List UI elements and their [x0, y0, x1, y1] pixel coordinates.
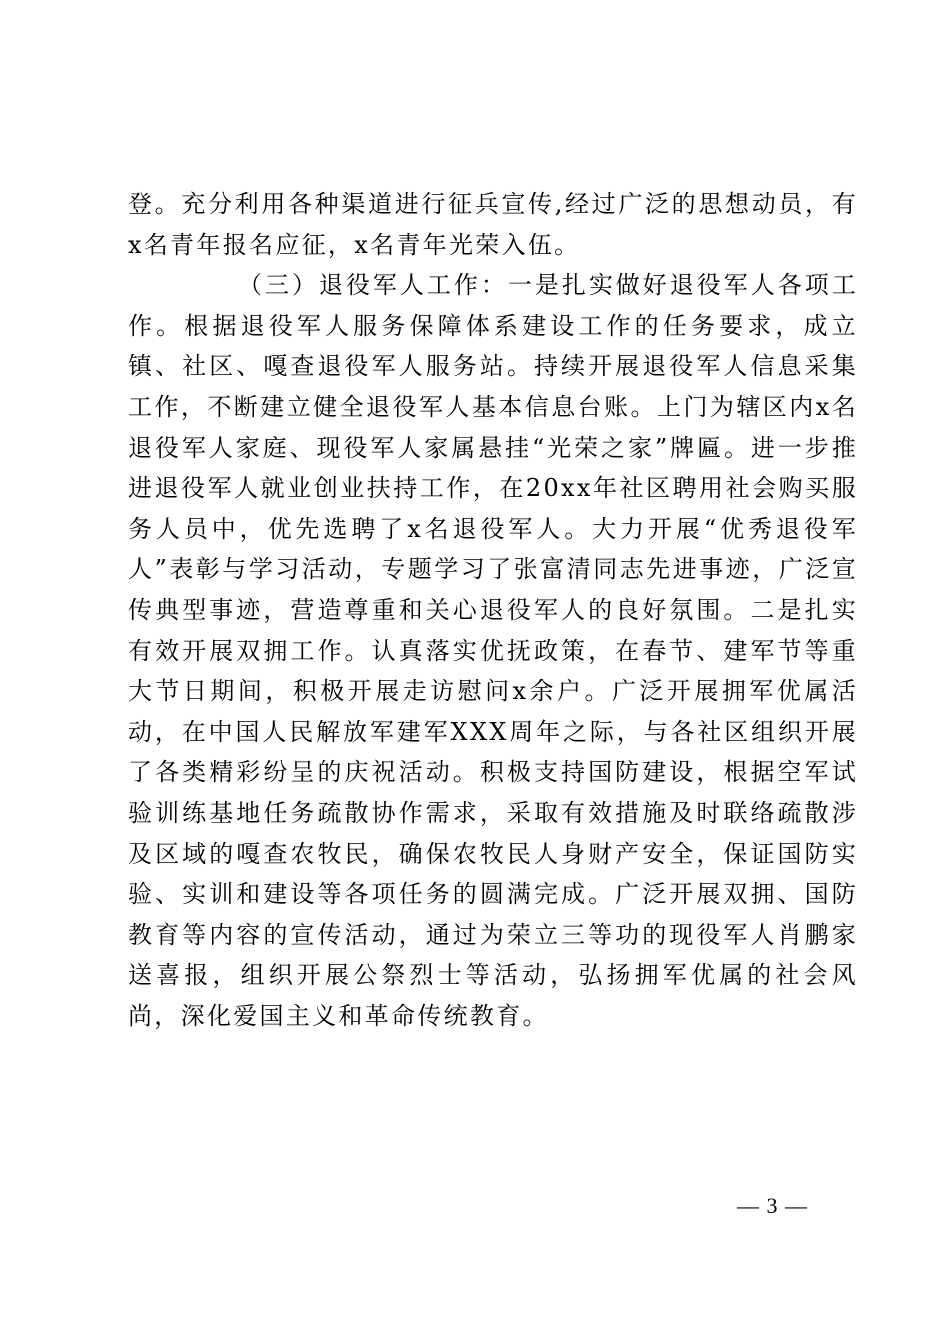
- document-body: [128, 184, 858, 1036]
- paragraph-veterans-work: （三）退役军人工作：一是扎实做好退役军人各项工作。根据退役军人服务保障体系建设工作的任务要求，成立镇、社区、嘎查退役军人服务站。持续开展退役军人信息采集工作，不断建立健全退役军人基本信息台账。上门为辖区内x名退役军人家庭、现役军人家属悬挂“光荣之家”牌匾。进一步推进退役军人就业创业扶持工作，在20xx年社区聘用社会购买服务人员中，优先选聘了x名退役军人。大力开展“优秀退役军人”表彰与学习活动，专题学习了张富清同志先进事迹，广泛宣传典型事迹，营造尊重和关心退役军人的良好氛围。二是扎实有效开展双拥工作。认真落实优抚政策，在春节、建军节等重大节日期间，积极开展走访慰问x余户。广泛开展拥军优属活动，在中国人民解放军建军XXX周年之际，与各社区组织开展了各类精彩纷呈的庆祝活动。积极支持国防建设，根据空军试验训练基地任务疏散协作需求，采取有效措施及时联络疏散涉及区域的嘎查农牧民，确保农牧民人身财产安全，保证国防实验、实训和建设等各项任务的圆满完成。广泛开展双拥、国防教育等内容的宣传活动，通过为荣立三等功的现役军人肖鹏家送喜报，组织开展公祭烈士等活动，弘扬拥军优属的社会风尚，深化爱国主义和革命传统教育。: [128, 271, 858, 1030]
- paragraph-conscription-continued: 登。充分利用各种渠道进行征兵宣传,经过广泛的思想动员，有x名青年报名应征，x名青年光荣入伍。: [128, 190, 858, 259]
- page-number: — 3 —: [737, 1193, 808, 1218]
